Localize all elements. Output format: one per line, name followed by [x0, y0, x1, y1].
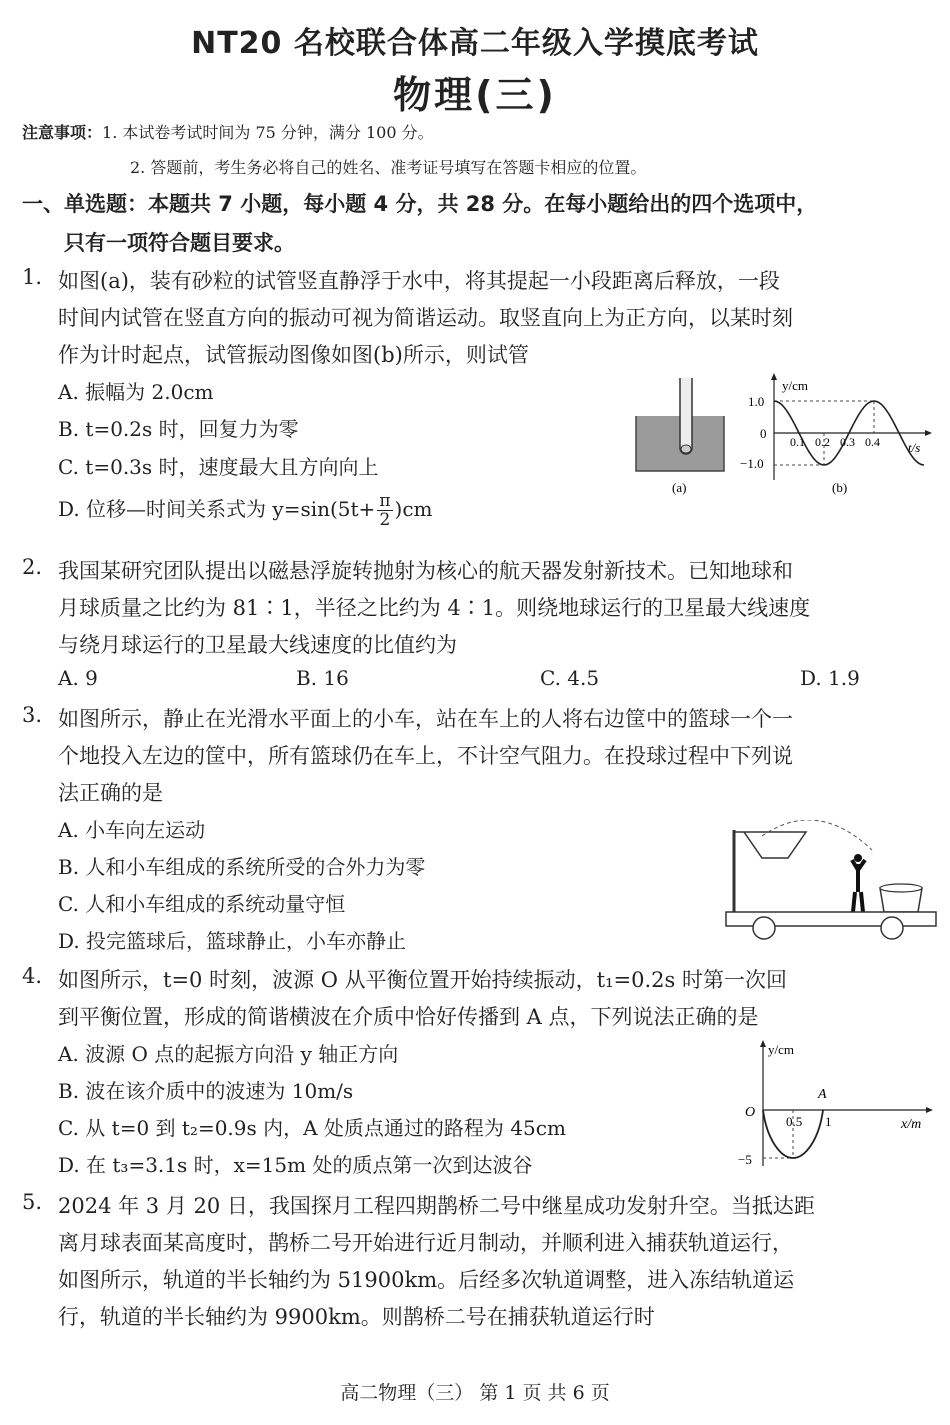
- q3-number: 3.: [22, 703, 43, 727]
- q4-line-1: 如图所示，t=0 时刻，波源 O 从平衡位置开始持续振动，t₁=0.2s 时第一次回: [58, 968, 787, 992]
- q1-option-a: A. 振幅为 2.0cm: [58, 380, 214, 404]
- q3-line-2: 个地投入左边的筐中，所有篮球仍在车上，不计空气阻力。在投球过程中下列说: [58, 744, 793, 768]
- x-tick-1: 1: [825, 1114, 832, 1129]
- q2-number: 2.: [22, 555, 43, 579]
- note-2: 2. 答题前，考生务必将自己的姓名、准考证号填写在答题卡相应的位置。: [130, 158, 647, 177]
- exam-title: NT20 名校联合体高二年级入学摸底考试: [191, 26, 759, 61]
- q1-figure-a: [630, 378, 730, 498]
- q1-option-d: [58, 492, 432, 529]
- origin-label: 0: [760, 426, 767, 441]
- q3-option-a: A. 小车向左运动: [58, 818, 206, 842]
- q4-option-b: B. 波在该介质中的波速为 10m/s: [58, 1079, 354, 1103]
- q1-option-d-pre: D. 位移—时间关系式为 y=sin(5t+: [58, 497, 376, 521]
- pi-over-2-fraction: [377, 492, 392, 529]
- subject-title: 物理(三): [393, 73, 557, 117]
- t-axis-label: t/s: [908, 440, 921, 455]
- test-tube: [680, 378, 692, 454]
- q3-option-d: D. 投完篮球后，篮球静止，小车亦静止: [58, 929, 407, 953]
- q1-line-3: 作为计时起点，试管振动图像如图(b)所示，则试管: [58, 343, 529, 367]
- q2-line-1: 我国某研究团队提出以磁悬浮旋转抛射为核心的航天器发射新技术。已知地球和: [58, 559, 793, 583]
- page-footer: 高二物理（三） 第 1 页 共 6 页: [340, 1382, 610, 1404]
- q1-number: 1.: [22, 265, 43, 289]
- q4-figure: [735, 1036, 940, 1176]
- q1-line-2: 时间内试管在竖直方向的振动可视为简谐运动。取竖直向上为正方向，以某时刻: [58, 306, 793, 330]
- q4-option-a: A. 波源 O 点的起振方向沿 y 轴正方向: [58, 1042, 399, 1066]
- notes-label: 注意事项：: [22, 123, 103, 142]
- t-axis-arrow: [925, 430, 932, 436]
- q4-option-d: D. 在 t₃=3.1s 时，x=15m 处的质点第一次到达波谷: [58, 1153, 533, 1177]
- q2-option-c: C. 4.5: [540, 666, 600, 690]
- q1-line-1: 如图(a)，装有砂粒的试管竖直静浮于水中，将其提起一小段距离后释放，一段: [58, 269, 780, 293]
- x-tick-05: 0.5: [786, 1114, 803, 1129]
- q1-figure-b: [732, 370, 942, 498]
- note-1: 1. 本试卷考试时间为 75 分钟，满分 100 分。: [102, 123, 434, 142]
- x-axis-label: x/m: [901, 1117, 922, 1132]
- t-tick-01: 0.1: [790, 435, 805, 449]
- fraction-denominator: 2: [379, 510, 391, 530]
- point-a-label: A: [818, 1087, 827, 1102]
- t-tick-03: 0.3: [840, 435, 855, 449]
- sand-grains: [681, 445, 691, 453]
- q2-option-b: B. 16: [296, 666, 349, 690]
- cart-wheel-right: [881, 917, 903, 939]
- q2-option-a: A. 9: [58, 666, 98, 690]
- cart-wheel-left: [753, 917, 775, 939]
- q4-option-c: C. 从 t=0 到 t₂=0.9s 内，A 处质点通过的路程为 45cm: [58, 1116, 566, 1140]
- q3-option-b: B. 人和小车组成的系统所受的合外力为零: [58, 855, 426, 879]
- right-basket-rim: [880, 884, 922, 892]
- y-axis-label: y/cm: [768, 1042, 794, 1057]
- q1-option-b: B. t=0.2s 时，回复力为零: [58, 417, 299, 441]
- y-axis-label: y/cm: [782, 378, 808, 393]
- caption-a: (a): [672, 480, 687, 495]
- notes-line-1: [22, 120, 434, 143]
- q5-line-4: 行，轨道的半长轴约为 9900km。则鹊桥二号在捕获轨道运行时: [58, 1305, 655, 1329]
- fraction-numerator: π: [379, 491, 391, 511]
- person-head: [854, 854, 862, 862]
- q4-line-2: 到平衡位置，形成的简谐横波在介质中恰好传播到 A 点，下列说法正确的是: [58, 1005, 759, 1029]
- q5-line-1: 2024 年 3 月 20 日，我国探月工程四期鹊桥二号中继星成功发射升空。当抵达距: [58, 1194, 815, 1218]
- q5-line-3: 如图所示，轨道的半长轴约为 51900km。后经多次轨道调整，进入冻结轨道运: [58, 1268, 795, 1292]
- section-heading: 一、单选题：本题共 7 小题，每小题 4 分，共 28 分。在每小题给出的四个选项中，: [22, 192, 818, 216]
- q5-number: 5.: [22, 1190, 43, 1214]
- q3-figure: [722, 820, 944, 945]
- q1-option-c: C. t=0.3s 时，速度最大且方向向上: [58, 455, 379, 479]
- q5-line-2: 离月球表面某高度时，鹊桥二号开始进行近月制动，并顺利进入捕获轨道运行，: [58, 1231, 793, 1255]
- q3-line-3: 法正确的是: [58, 781, 163, 805]
- q1-option-d-post: )cm: [394, 497, 433, 521]
- y-axis-arrow: [771, 373, 777, 380]
- origin-label: O: [745, 1105, 756, 1120]
- y-axis-arrow: [760, 1040, 766, 1047]
- q2-line-3: 与绕月球运行的卫星最大线速度的比值约为: [58, 633, 457, 657]
- y-tick-top: 1.0: [748, 394, 765, 409]
- section-heading-2: 只有一项符合题目要求。: [64, 231, 295, 255]
- y-min-label: −5: [738, 1152, 752, 1167]
- t-tick-02: 0.2: [815, 435, 830, 449]
- q3-option-c: C. 人和小车组成的系统动量守恒: [58, 892, 346, 916]
- q2-option-d: D. 1.9: [800, 666, 860, 690]
- q2-line-2: 月球质量之比约为 81∶1，半径之比约为 4∶1。则绕地球运行的卫星最大线速度: [58, 596, 811, 620]
- left-basket-icon: [734, 832, 806, 858]
- q4-number: 4.: [22, 964, 43, 988]
- t-tick-04: 0.4: [865, 435, 880, 449]
- person-icon: [852, 860, 865, 912]
- caption-b: (b): [832, 480, 848, 495]
- y-tick-bottom: −1.0: [740, 456, 764, 471]
- x-axis-arrow: [926, 1107, 933, 1113]
- q3-line-1: 如图所示，静止在光滑水平面上的小车，站在车上的人将右边筐中的篮球一个一: [58, 707, 793, 731]
